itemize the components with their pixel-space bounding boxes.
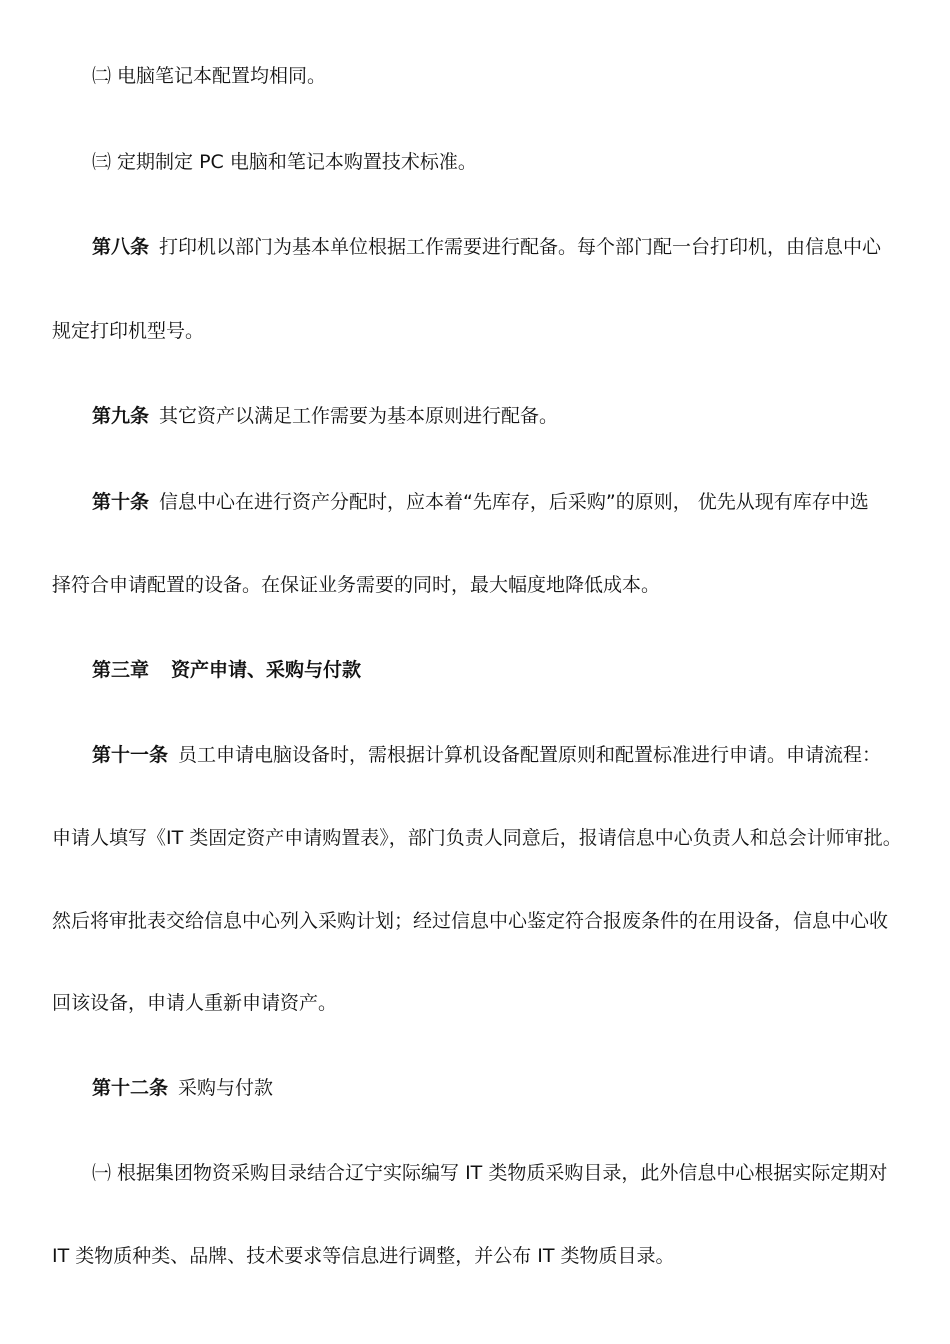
- article-10-label: 第十条: [92, 491, 150, 513]
- article-12-line-1: [92, 1076, 273, 1100]
- chapter-3-heading: [92, 658, 361, 682]
- article-8-text: 打印机以部门为基本单位根据工作需要进行配备。每个部门配一台打印机，由信息中心: [159, 236, 882, 258]
- article-10-line-2: 择符合申请配置的设备。在保证业务需要的同时，最大幅度地降低成本。: [52, 574, 661, 596]
- article-10-line-1: [92, 490, 869, 514]
- article-11-text: 员工申请电脑设备时，需根据计算机设备配置原则和配置标准进行申请。申请流程：: [178, 744, 882, 766]
- article-11-line-1: [92, 743, 881, 767]
- item-2-paragraph: ㈡ 电脑笔记本配置均相同。: [92, 65, 327, 87]
- article-12-text: 采购与付款: [178, 1077, 274, 1099]
- item-1-line-2: IT 类物质种类、品牌、技术要求等信息进行调整，并公布 IT 类物质目录。: [52, 1245, 675, 1267]
- item-1-line-1: ㈠ 根据集团物资采购目录结合辽宁实际编写 IT 类物质采购目录，此外信息中心根据实际定期对: [92, 1162, 888, 1184]
- article-8-label: 第八条: [92, 236, 150, 258]
- article-9-text: 其它资产以满足工作需要为基本原则进行配备。: [159, 405, 559, 427]
- article-9-line-1: [92, 404, 558, 428]
- article-10-text: 信息中心在进行资产分配时，应本着“先库存，后采购”的原则， 优先从现有库存中选: [159, 491, 869, 513]
- article-8-line-1: [92, 235, 881, 259]
- article-11-line-4: 回该设备，申请人重新申请资产。: [52, 992, 338, 1014]
- article-9-label: 第九条: [92, 405, 150, 427]
- article-11-line-3: 然后将审批表交给信息中心列入采购计划；经过信息中心鉴定符合报废条件的在用设备，信息中心收: [52, 910, 889, 932]
- item-3-paragraph: ㈢ 定期制定 PC 电脑和笔记本购置技术标准。: [92, 151, 477, 173]
- chapter-3-label: 第三章: [92, 659, 150, 681]
- article-11-label: 第十一条: [92, 744, 169, 766]
- article-8-line-2: 规定打印机型号。: [52, 320, 205, 342]
- chapter-3-title: 资产申请、采购与付款: [171, 659, 362, 681]
- article-11-line-2: 申请人填写《IT 类固定资产申请购置表》，部门负责人同意后，报请信息中心负责人和总会计师审批。: [52, 827, 902, 849]
- article-12-label: 第十二条: [92, 1077, 169, 1099]
